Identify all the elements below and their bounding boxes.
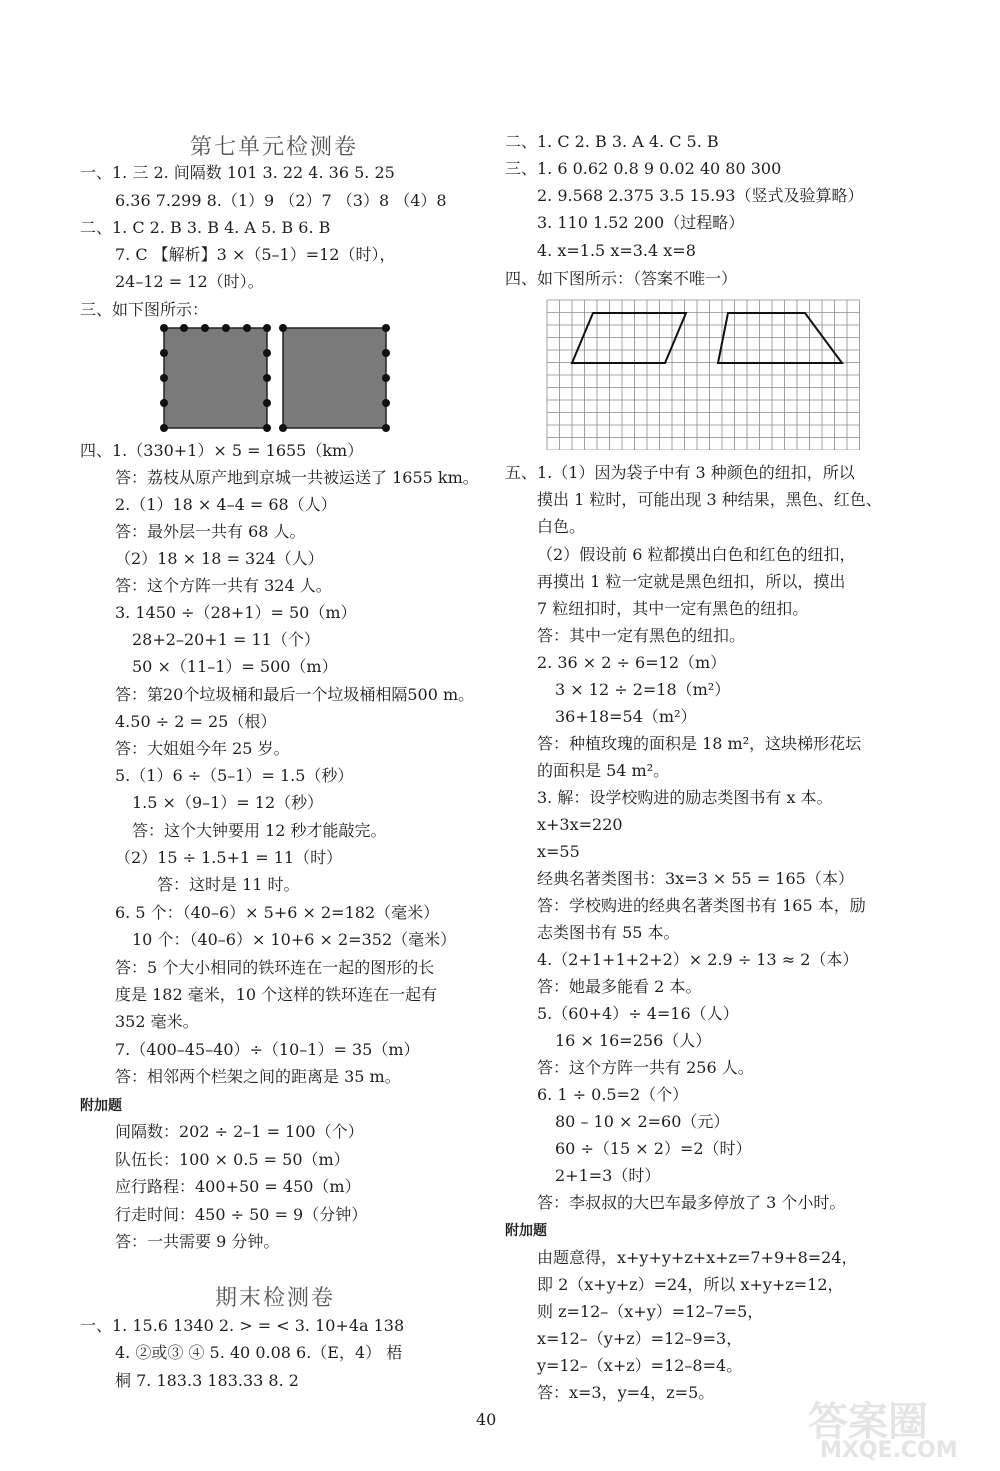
text-line: 2.（1）18 × 4–4 = 68（人） [115, 495, 337, 514]
text-line: 行走时间：450 ÷ 50 = 9（分钟） [115, 1205, 368, 1224]
text-line: 5.（1）6 ÷（5–1）= 1.5（秒） [115, 766, 354, 785]
text-line: 答：这个方阵一共有 256 人。 [537, 1058, 754, 1077]
text-line: 7. C 【解析】3 ×（5–1）=12（时）， [115, 245, 396, 264]
text-line: 答：大姐姐今年 25 岁。 [115, 739, 290, 758]
page-number: 40 [476, 1410, 497, 1429]
text-line: x=55 [537, 842, 580, 861]
text-line: 答：5 个大小相同的铁环连在一起的图形的长 [115, 958, 435, 977]
text-line: 答：荔枝从原产地到京城一共被运送了 1655 km。 [115, 468, 479, 487]
text-line: 4.50 ÷ 2 = 25（根） [115, 712, 277, 731]
text-line: 4. x=1.5 x=3.4 x=8 [537, 241, 696, 260]
text-line: 10 个：（40–6）× 10+6 × 2=352（毫米） [132, 930, 457, 949]
grid-shapes-figure [545, 298, 863, 450]
text-line: 352 毫米。 [115, 1012, 199, 1031]
text-line: （2）18 × 18 = 324（人） [115, 549, 324, 568]
text-line: 6. 5 个：（40–6）× 5+6 × 2=182（毫米） [115, 903, 440, 922]
text-line: 答：种植玫瑰的面积是 18 m²，这块梯形花坛 [537, 734, 862, 753]
text-line: 白色。 [537, 517, 586, 536]
text-line: 7.（400–45–40）÷（10–1）= 35（m） [115, 1040, 420, 1059]
text-line: （2）15 ÷ 1.5+1 = 11（时） [115, 848, 343, 867]
text-line: 答：这时是 11 时。 [157, 875, 300, 894]
text-line: 3. 110 1.52 200（过程略） [537, 213, 745, 232]
text-line: 四、如下图所示：（答案不唯一） [505, 269, 738, 288]
text-line: 3 × 12 ÷ 2=18（m²） [555, 680, 731, 699]
text-line: 36+18=54（m²） [555, 707, 697, 726]
text-line: 28+2–20+1 = 11（个） [132, 630, 320, 649]
text-line: 答：学校购进的经典名著类图书有 165 本，励 [537, 896, 866, 915]
section-title-unit7: 第七单元检测卷 [190, 135, 359, 160]
text-line: 度是 182 毫米，10 个这样的铁环连在一起有 [115, 985, 438, 1004]
text-line: 1.5 ×（9–1）= 12（秒） [132, 793, 324, 812]
text-line: 60 ÷（15 × 2）=2（时） [555, 1139, 752, 1158]
text-line: 3. 解：设学校购进的励志类图书有 x 本。 [537, 788, 833, 807]
dotted-squares-figure [150, 320, 400, 435]
text-line: 7 粒纽扣时，其中一定有黑色的纽扣。 [537, 599, 809, 618]
text-line: 答：x=3，y=4，z=5。 [537, 1383, 715, 1402]
trapezoid-shape [718, 313, 842, 363]
text-line: 6. 1 ÷ 0.5=2（个） [537, 1085, 689, 1104]
text-line: 二、1. C 2. B 3. A 4. C 5. B [505, 132, 719, 151]
text-line: 一、1. 15.6 1340 2. > = < 3. 10+4a 138 [80, 1316, 405, 1335]
text-line: 4.（2+1+1+2+2）× 2.9 ÷ 13 ≈ 2（本） [537, 950, 859, 969]
text-line: 四、1.（330+1）× 5 = 1655（km） [80, 441, 364, 460]
text-line: 答：李叔叔的大巴车最多停放了 3 个小时。 [537, 1193, 846, 1212]
text-line: 5.（60+4）÷ 4=16（人） [537, 1004, 739, 1023]
text-line: 50 ×（11–1）= 500（m） [132, 657, 338, 676]
text-line: 3. 1450 ÷（28+1）= 50（m） [115, 603, 357, 622]
text-line: 志类图书有 55 本。 [537, 923, 680, 942]
bonus-heading: 附加题 [505, 1223, 547, 1239]
section-title-final: 期末检测卷 [215, 1286, 336, 1311]
text-line: 桐 7. 183.3 183.33 8. 2 [115, 1371, 299, 1390]
text-line: 的面积是 54 m²。 [537, 761, 670, 780]
text-line: 答：她最多能看 2 本。 [537, 977, 702, 996]
text-line: 三、1. 6 0.62 0.8 9 0.02 40 80 300 [505, 159, 782, 178]
text-line: 24–12 = 12（时）。 [115, 272, 264, 291]
text-line: （2）假设前 6 粒都摸出白色和红色的纽扣， [537, 545, 856, 564]
text-line: 答：第20个垃圾桶和最后一个垃圾桶相隔500 m。 [115, 685, 475, 704]
text-line: 由题意得，x+y+y+z+x+z=7+9+8=24， [537, 1248, 858, 1267]
text-line: 16 × 16=256（人） [555, 1031, 712, 1050]
text-line: 间隔数：202 ÷ 2–1 = 100（个） [115, 1122, 364, 1141]
text-line: 6.36 7.299 8.（1）9 （2）7 （3）8 （4）8 [115, 191, 447, 210]
text-line: 即 2（x+y+z）=24，所以 x+y+z=12， [537, 1275, 844, 1294]
text-line: 三、如下图所示： [80, 300, 209, 319]
text-line: 答：相邻两个栏架之间的距离是 35 m。 [115, 1067, 401, 1086]
text-line: 2+1=3（时） [555, 1166, 661, 1185]
text-line: 4. ②或③ ④ 5. 40 0.08 6.（E，4） 梧 [115, 1343, 403, 1362]
square-right [283, 328, 386, 428]
square-left [164, 328, 267, 428]
watermark-url: MXQE.COM [820, 1438, 958, 1463]
text-line: 答：这个方阵一共有 324 人。 [115, 576, 332, 595]
text-line: 二、1. C 2. B 3. B 4. A 5. B 6. B [80, 218, 331, 237]
text-line: 答：最外层一共有 68 人。 [115, 522, 306, 541]
watermark-logo: 答案圈 [808, 1399, 928, 1445]
bonus-heading: 附加题 [80, 1098, 122, 1114]
parallelogram-shape [572, 313, 686, 363]
text-line: 摸出 1 粒时，可能出现 3 种结果，黑色、红色、 [537, 490, 882, 509]
text-line: 答：其中一定有黑色的纽扣。 [537, 626, 746, 645]
text-line: x+3x=220 [537, 815, 623, 834]
text-line: 2. 36 × 2 ÷ 6=12（m） [537, 653, 727, 672]
text-line: 一、1. 三 2. 间隔数 101 3. 22 4. 36 5. 25 [80, 163, 395, 182]
text-line: 应行路程：400+50 = 450（m） [115, 1177, 361, 1196]
text-line: x=12–（y+z）=12–9=3， [537, 1329, 743, 1348]
text-line: 答：这个大钟要用 12 秒才能敲完。 [132, 821, 387, 840]
text-line: 则 z=12–（x+y）=12–7=5， [537, 1302, 764, 1321]
text-line: 再摸出 1 粒一定就是黑色纽扣，所以，摸出 [537, 572, 846, 591]
text-line: y=12–（x+z）=12–8=4。 [537, 1356, 743, 1375]
text-line: 队伍长：100 × 0.5 = 50（m） [115, 1150, 350, 1169]
text-line: 80 – 10 × 2=60（元） [555, 1112, 730, 1131]
text-line: 答：一共需要 9 分钟。 [115, 1232, 280, 1251]
text-line: 五、1.（1）因为袋子中有 3 种颜色的纽扣，所以 [505, 463, 855, 482]
text-line: 2. 9.568 2.375 3.5 15.93（竖式及验算略） [537, 186, 864, 205]
text-line: 经典名著类图书：3x=3 × 55 = 165（本） [537, 869, 854, 888]
